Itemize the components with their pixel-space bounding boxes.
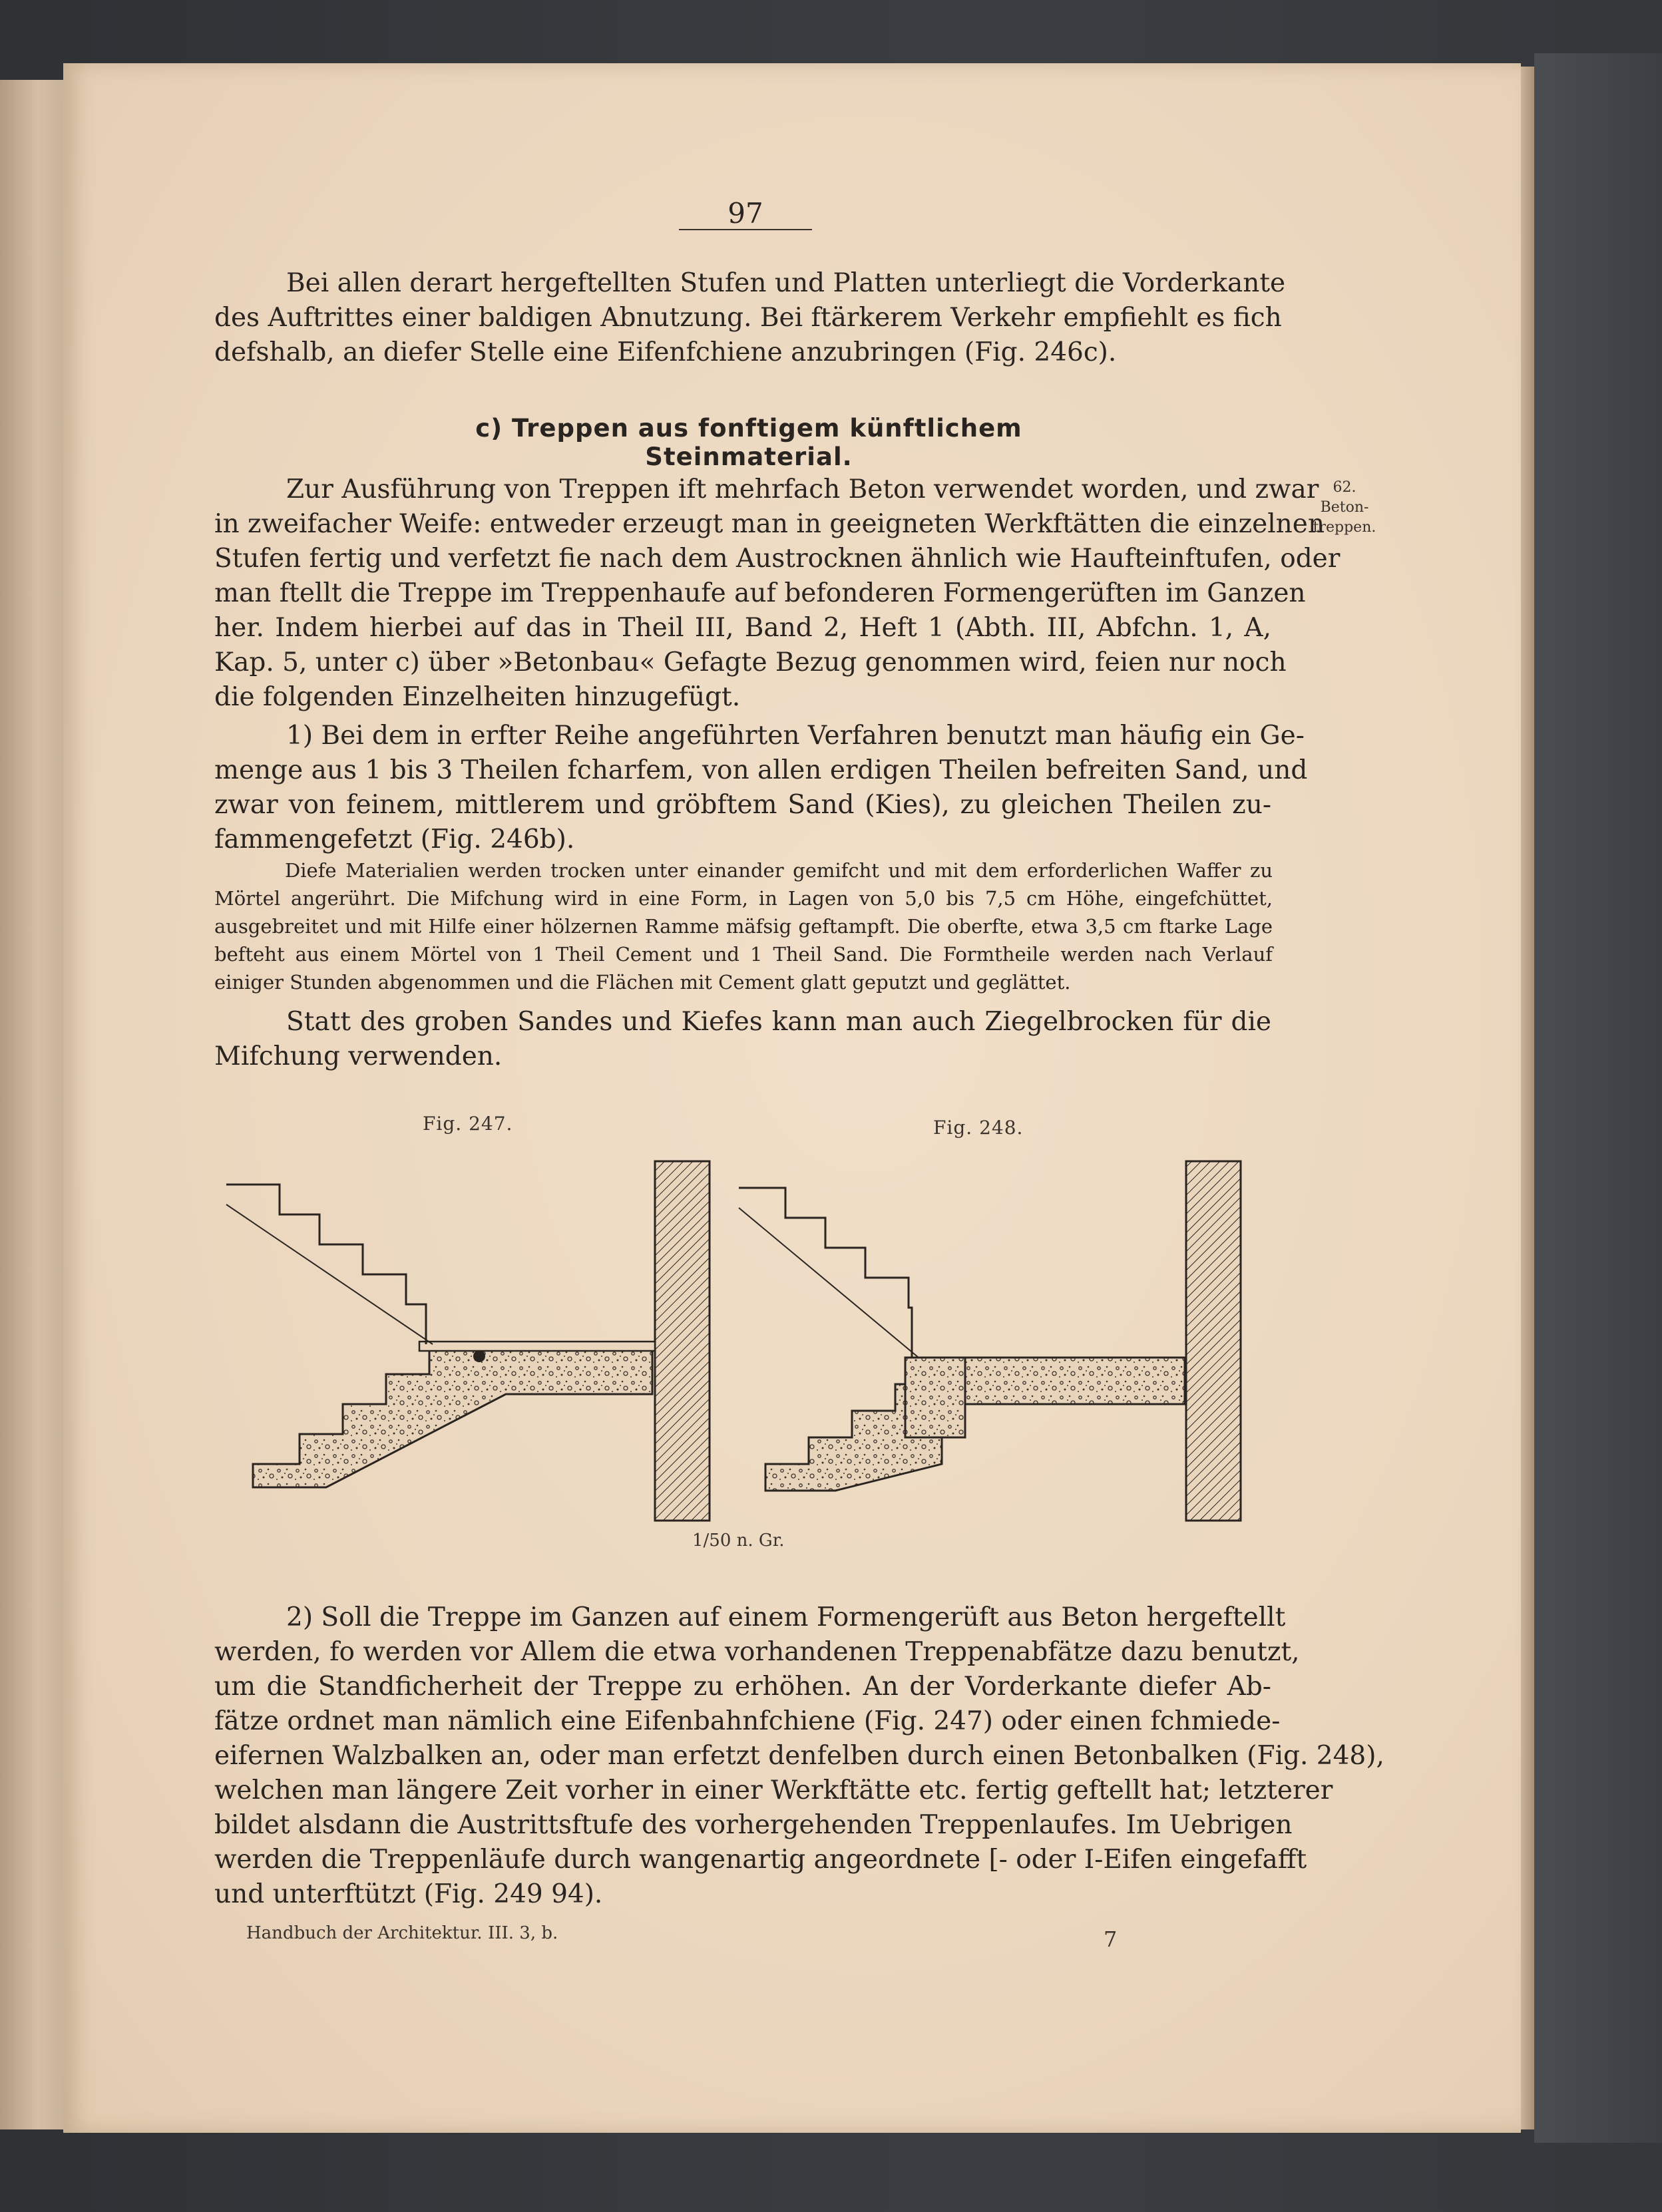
left-page-edge: [0, 80, 65, 2129]
margin-note-line: treppen.: [1313, 519, 1376, 536]
fig-248-stringer-line: [739, 1208, 919, 1358]
text-line: defshalb, an diefer Stelle eine Eifenfchiene anzubringen (Fig. 246c).: [214, 337, 1117, 367]
text-line: werden, fo werden vor Allem die etwa vorhandenen Treppenabfätze dazu benutzt,: [214, 1637, 1300, 1667]
fig-248-wall: [1186, 1161, 1241, 1521]
text-line: Mörtel angerührt. Die Mifchung wird in eine Form, in Lagen von 5,0 bis 7,5 cm Höhe, eingefchüttet,: [214, 887, 1273, 910]
text-line: befteht aus einem Mörtel von 1 Theil Cement und 1 Theil Sand. Die Formtheile werden nach Verlauf: [214, 943, 1273, 966]
text-line: Statt des groben Sandes und Kiefes kann man auch Ziegelbrocken für die: [286, 1007, 1271, 1037]
section-heading: c) Treppen aus fonftigem künftlichem Steinmaterial.: [475, 414, 1022, 471]
page-number-rule: [679, 229, 812, 230]
page-number: 97: [727, 197, 763, 230]
text-line: Kap. 5, unter c) über »Betonbau« Gefagte Bezug genommen wird, feien nur noch: [214, 647, 1287, 677]
page-right-edge: [1521, 67, 1534, 2129]
text-line: Bei allen derart hergeftellten Stufen und Platten unterliegt die Vorderkante: [286, 268, 1286, 298]
fig-247-wall: [655, 1161, 710, 1521]
scale-note: 1/50 n. Gr.: [692, 1531, 785, 1551]
text-line: ausgebreitet und mit Hilfe einer hölzernen Ramme mäfsig geftampft. Die oberfte, etwa 3,5 cm ftarke Lage: [214, 915, 1273, 938]
text-line: in zweifacher Weife: entweder erzeugt man in geeigneten Werkftätten die einzelnen: [214, 509, 1325, 539]
text-line: werden die Treppenläufe durch wangenartig angeordnete [- oder I-Eifen eingefafft: [214, 1845, 1307, 1875]
text-line: fammengefetzt (Fig. 246b).: [214, 825, 575, 854]
footer-signature: 7: [1104, 1927, 1118, 1952]
text-line: die folgenden Einzelheiten hinzugefügt.: [214, 682, 741, 712]
text-line: her. Indem hierbei auf das in Theil III, Band 2, Heft 1 (Abth. III, Abfchn. 1, A,: [214, 613, 1271, 643]
fig-248-upper-steps: [739, 1188, 912, 1358]
staircase-figures: [220, 1145, 1258, 1531]
fig-248-landing: [965, 1358, 1185, 1404]
footer-source: Handbuch der Architektur. III. 3, b.: [246, 1923, 558, 1943]
text-line: bildet alsdann die Austrittsftufe des vorhergehenden Treppenlaufes. Im Uebrigen: [214, 1810, 1293, 1840]
text-line: welchen man längere Zeit vorher in einer Werkftätte etc. fertig geftellt hat; letzterer: [214, 1775, 1333, 1805]
text-line: des Auftrittes einer baldigen Abnutzung. Bei ftärkerem Verkehr empfiehlt es fich: [214, 303, 1282, 333]
fig-247-upper-steps: [226, 1185, 426, 1344]
fig-248-concrete-beam: [905, 1358, 965, 1437]
margin-note-line: Beton-: [1320, 499, 1369, 516]
text-line: um die Standficherheit der Treppe zu erhöhen. An der Vorderkante diefer Ab-: [214, 1672, 1271, 1702]
text-line: man ftellt die Treppe im Treppenhaufe auf befonderen Formengerüften im Ganzen: [214, 578, 1306, 608]
fig-247-landing-slab: [419, 1342, 655, 1351]
text-line: eifernen Walzbalken an, oder man erfetzt denfelben durch einen Betonbalken (Fig. 248),: [214, 1741, 1384, 1771]
text-line: fätze ordnet man nämlich eine Eifenbahnfchiene (Fig. 247) oder einen fchmiede-: [214, 1706, 1281, 1736]
text-line: Diefe Materialien werden trocken unter einander gemifcht und mit dem erforderlichen Waffer zu: [285, 859, 1273, 882]
text-line: und unterftützt (Fig. 249 94).: [214, 1879, 603, 1909]
fig-248-caption: Fig. 248.: [933, 1117, 1024, 1139]
fig-247-caption: Fig. 247.: [423, 1113, 513, 1135]
text-line: 2) Soll die Treppe im Ganzen auf einem Formengerüft aus Beton hergeftellt: [286, 1602, 1286, 1632]
text-line: menge aus 1 bis 3 Theilen fcharfem, von allen erdigen Theilen befreiten Sand, und: [214, 755, 1308, 785]
text-line: zwar von feinem, mittlerem und gröbftem Sand (Kies), zu gleichen Theilen zu-: [214, 790, 1271, 820]
margin-note-number: 62.: [1333, 479, 1356, 496]
text-line: einiger Stunden abgenommen und die Flächen mit Cement glatt geputzt und geglättet.: [214, 971, 1071, 994]
text-line: 1) Bei dem in erfter Reihe angeführten Verfahren benutzt man häufig ein Ge-: [286, 721, 1305, 751]
fig-248-drawing: [739, 1161, 1241, 1521]
text-line: Zur Ausführung von Treppen ift mehrfach Beton verwendet worden, und zwar: [286, 474, 1319, 504]
fig-247-concrete-flight: [253, 1344, 652, 1487]
fig-247-drawing: [226, 1161, 710, 1521]
book-binding: [1534, 53, 1662, 2143]
text-line: Mifchung verwenden.: [214, 1041, 503, 1071]
fig-247-rail: [473, 1350, 485, 1362]
text-line: Stufen fertig und verfetzt fie nach dem Austrocknen ähnlich wie Haufteinftufen, oder: [214, 544, 1341, 574]
